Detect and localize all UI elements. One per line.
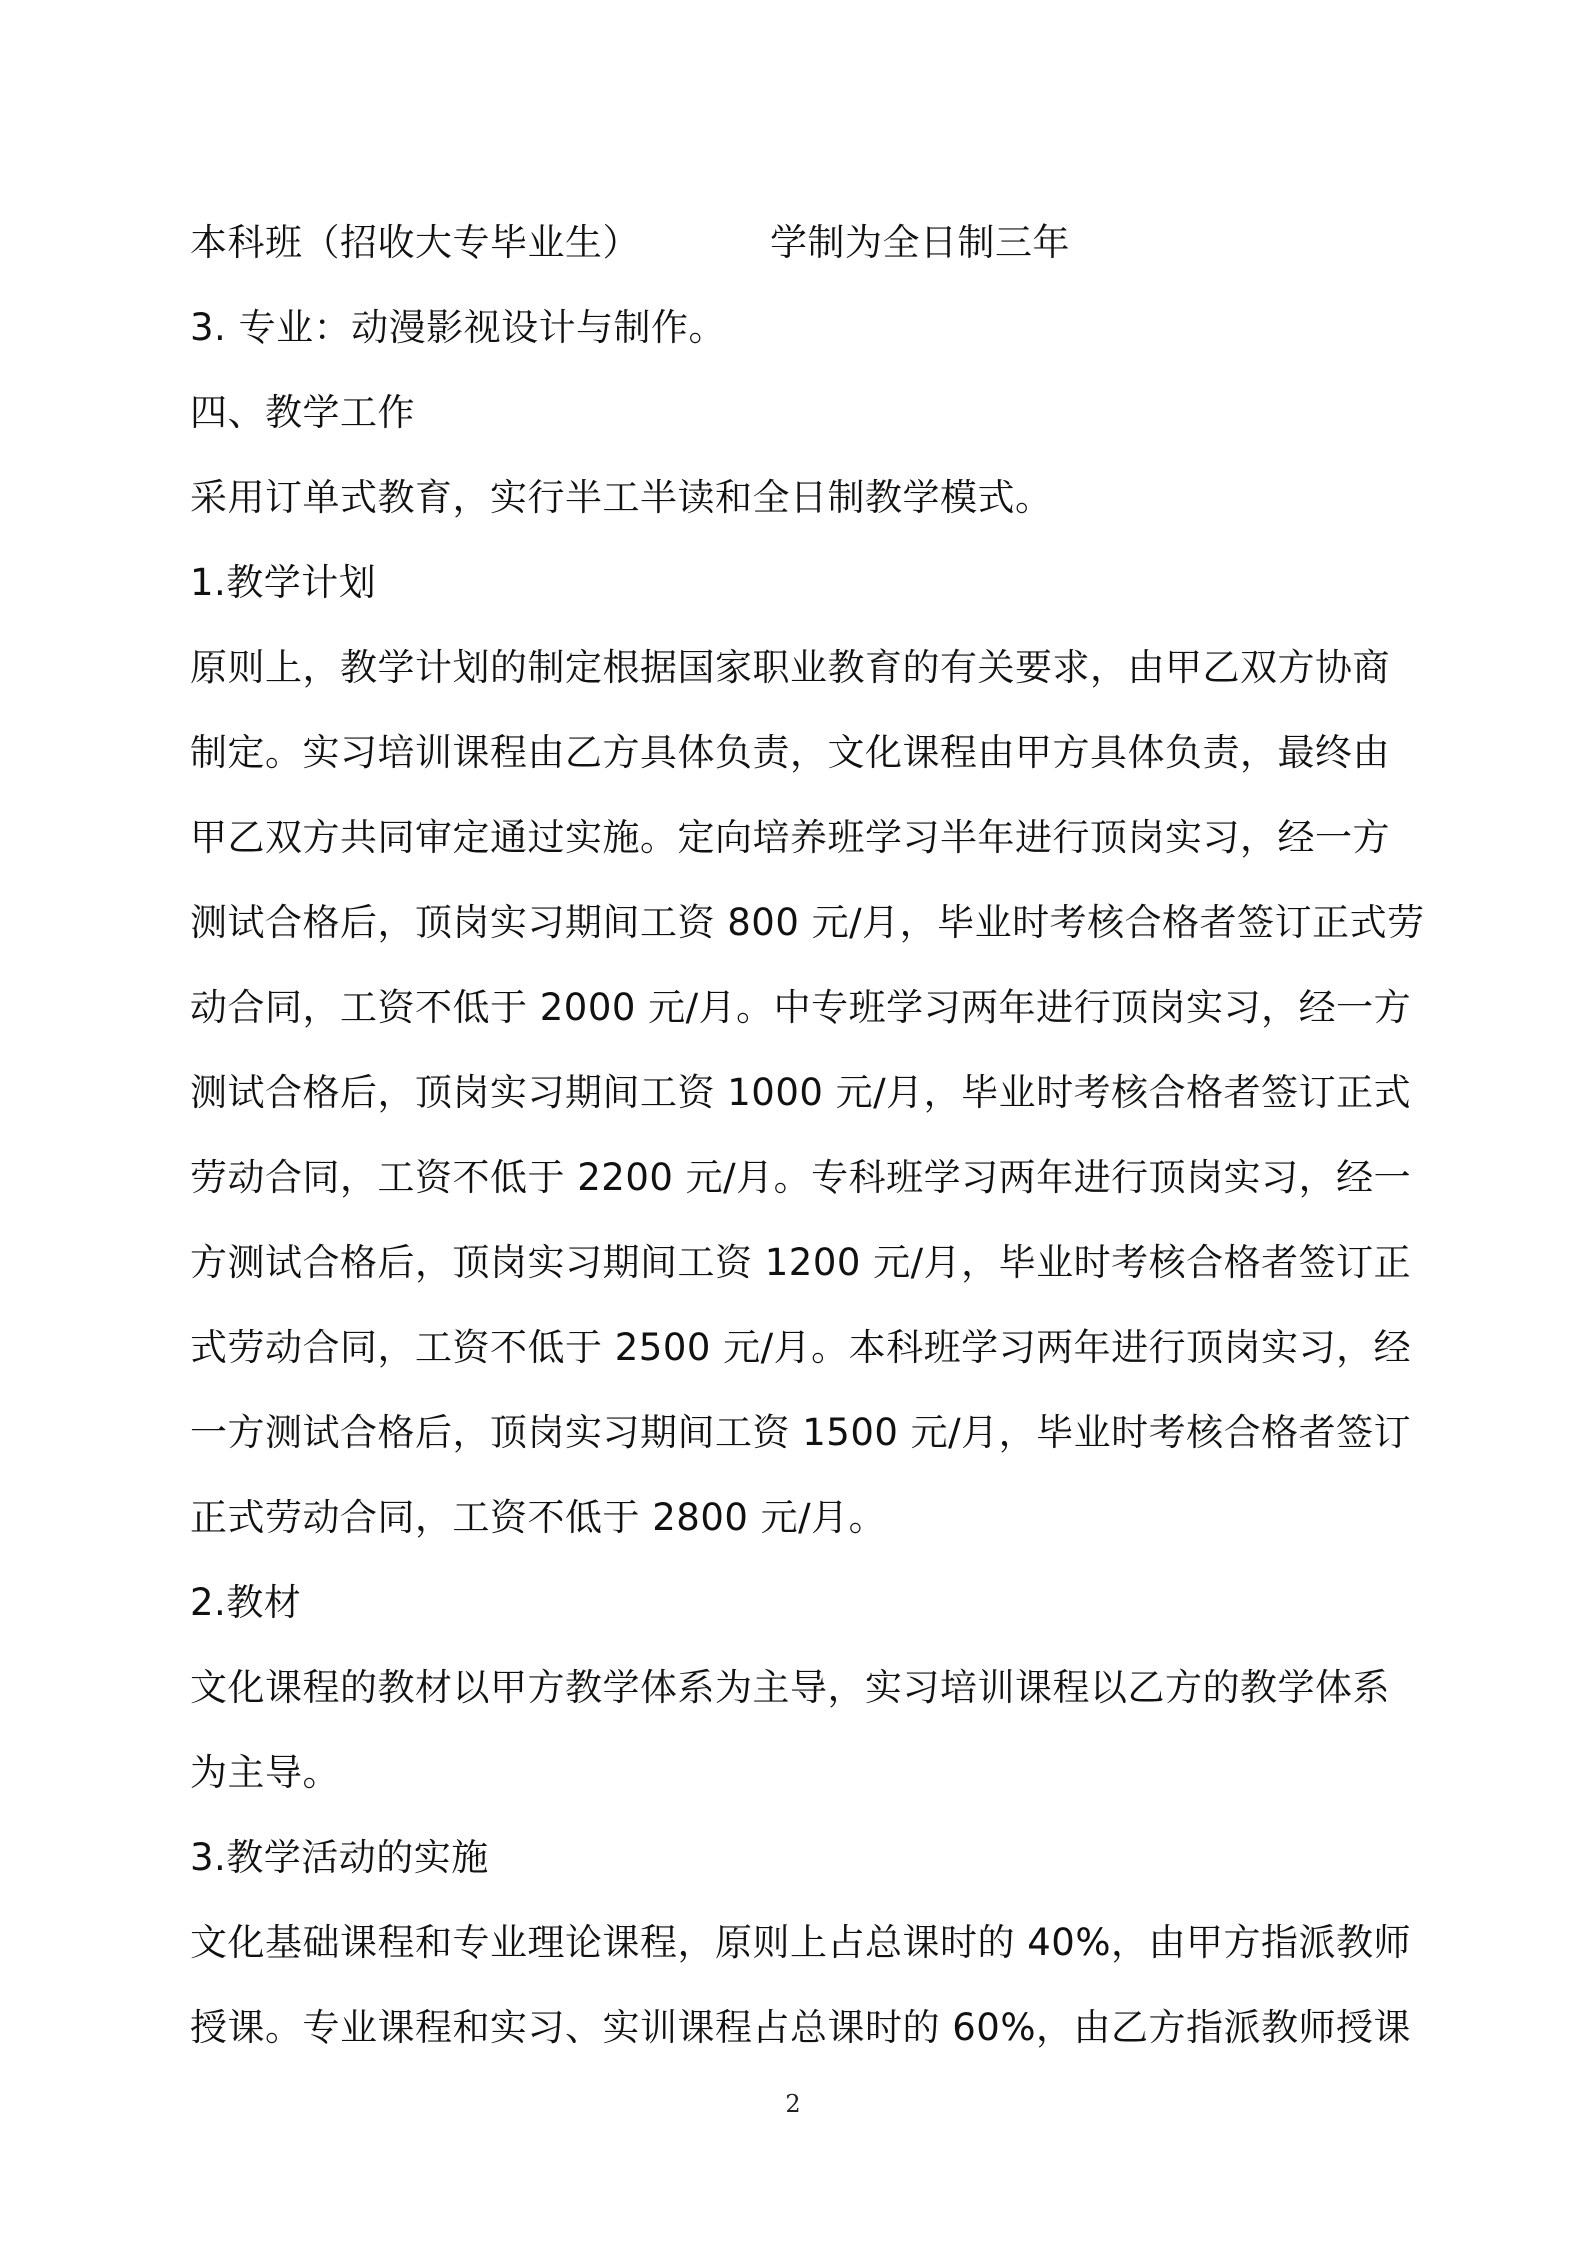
text-line: 文化基础课程和专业理论课程，原则上占总课时的 40%，由甲方指派教师 (190, 1921, 1411, 1964)
program-name: 本科班（招收大专毕业生） (190, 221, 640, 264)
text-line: 3. 专业：动漫影视设计与制作。 (190, 306, 727, 349)
program-duration-line (190, 200, 1420, 285)
text-line: 文化课程的教材以甲方教学体系为主导，实习培训课程以乙方的教学体系 (190, 1666, 1390, 1709)
text-line: 测试合格后，顶岗实习期间工资 800 元/月，毕业时考核合格者签订正式劳 (190, 901, 1425, 944)
text-line: 制定。实习培训课程由乙方具体负责，文化课程由甲方具体负责，最终由 (190, 731, 1390, 774)
text-line: 甲乙双方共同审定通过实施。定向培养班学习半年进行顶岗实习，经一方 (190, 816, 1390, 859)
page-number: 2 (785, 2090, 801, 2118)
program-duration: 学制为全日制三年 (770, 221, 1070, 264)
document-body (190, 200, 1425, 2070)
text-line: 方测试合格后，顶岗实习期间工资 1200 元/月，毕业时考核合格者签订正 (190, 1241, 1412, 1284)
section-heading: 四、教学工作 (190, 391, 415, 434)
text-line: 一方测试合格后，顶岗实习期间工资 1500 元/月，毕业时考核合格者签订 (190, 1411, 1412, 1454)
text-line: 劳动合同，工资不低于 2200 元/月。专科班学习两年进行顶岗实习，经一 (190, 1156, 1412, 1199)
subsection-heading: 3.教学活动的实施 (190, 1836, 489, 1879)
text-line: 原则上，教学计划的制定根据国家职业教育的有关要求，由甲乙双方协商 (190, 646, 1390, 689)
text-line: 授课。专业课程和实习、实训课程占总课时的 60%，由乙方指派教师授课 (190, 2006, 1411, 2049)
text-line: 正式劳动合同，工资不低于 2800 元/月。 (190, 1496, 887, 1539)
text-line: 动合同，工资不低于 2000 元/月。中专班学习两年进行顶岗实习，经一方 (190, 986, 1412, 1029)
subsection-heading: 2.教材 (190, 1581, 302, 1624)
text-line: 测试合格后，顶岗实习期间工资 1000 元/月，毕业时考核合格者签订正式 (190, 1071, 1412, 1114)
text-line: 式劳动合同，工资不低于 2500 元/月。本科班学习两年进行顶岗实习，经 (190, 1326, 1412, 1369)
subsection-heading: 1.教学计划 (190, 561, 377, 604)
text-line: 为主导。 (190, 1751, 340, 1794)
text-line: 采用订单式教育，实行半工半读和全日制教学模式。 (190, 476, 1053, 519)
